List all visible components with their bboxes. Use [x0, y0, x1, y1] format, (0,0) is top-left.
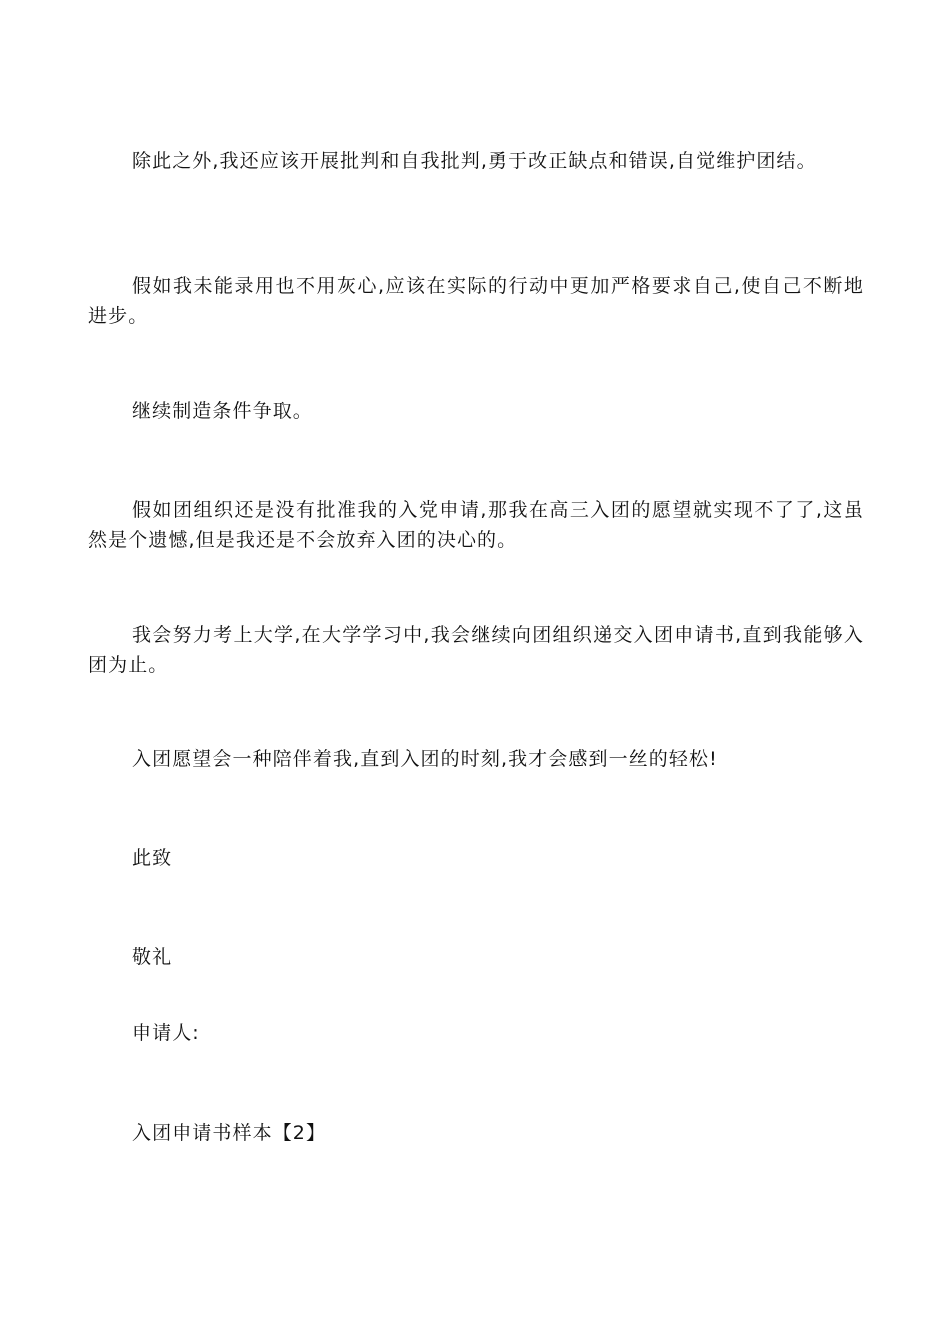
paragraph-university-plan: 我会努力考上大学,在大学学习中,我会继续向团组织递交入团申请书,直到我能够入团为止。 — [88, 624, 864, 676]
paragraph-keep-striving: 继续制造条件争取。 — [132, 400, 313, 422]
section-heading-sample-2: 入团申请书样本【2】 — [132, 1122, 327, 1144]
paragraph-if-not-approved: 假如团组织还是没有批准我的入党申请,那我在高三入团的愿望就实现不了了,这虽然是个遗憾,但是我还是不会放弃入团的决心的。 — [88, 499, 864, 551]
paragraph-not-discouraged: 假如我未能录用也不用灰心,应该在实际的行动中更加严格要求自己,使自己不断地进步。 — [88, 275, 864, 327]
paragraph-wish: 入团愿望会一种陪伴着我,直到入团的时刻,我才会感到一丝的轻松! — [132, 748, 718, 770]
closing-regards: 敬礼 — [132, 946, 173, 968]
applicant-signature-label: 申请人: — [132, 1022, 200, 1044]
closing-salutation: 此致 — [132, 847, 173, 869]
paragraph-unity: 除此之外,我还应该开展批判和自我批判,勇于改正缺点和错误,自觉维护团结。 — [132, 150, 817, 172]
